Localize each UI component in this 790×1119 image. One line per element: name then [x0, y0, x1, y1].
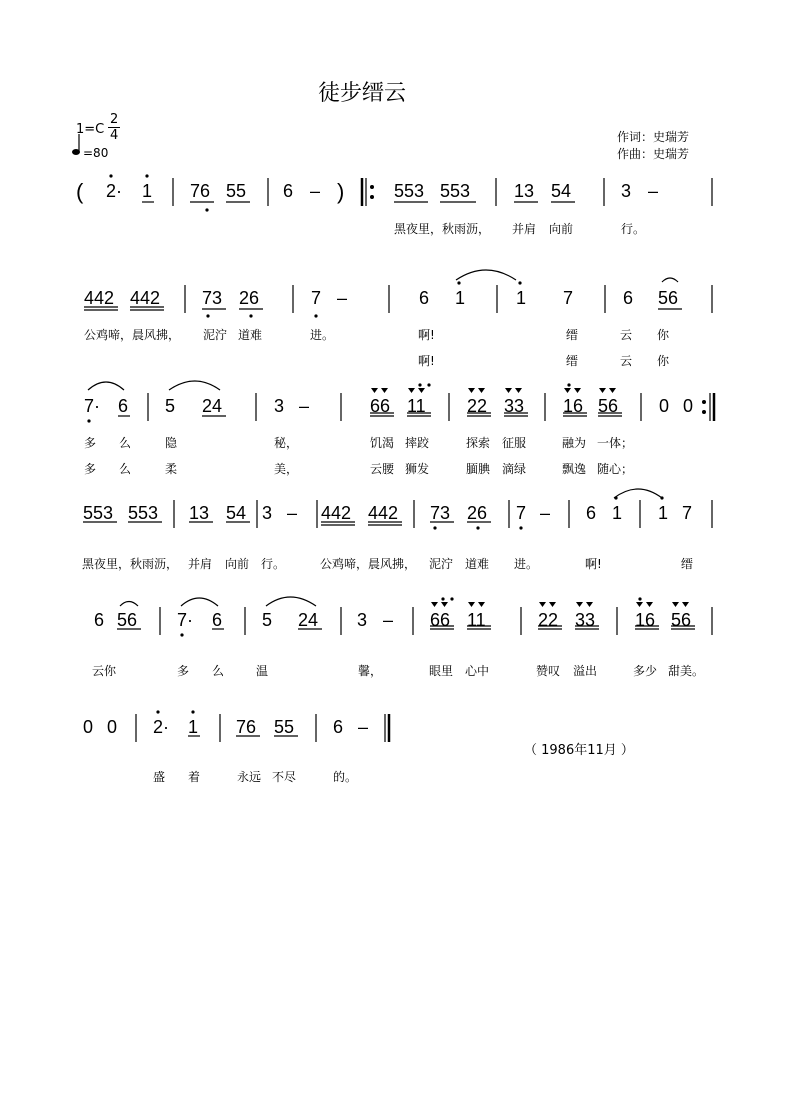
note: – — [310, 181, 321, 201]
score-title: 徒步缙云 — [318, 81, 407, 106]
note: 54 — [551, 181, 572, 201]
lyric: 探索 — [466, 436, 491, 450]
accent-mark — [478, 388, 485, 393]
note: 5 — [165, 396, 176, 416]
note: 3 — [262, 503, 273, 523]
slur — [662, 278, 678, 282]
octave-dot — [418, 383, 421, 386]
note: 73 — [202, 288, 223, 308]
note: 16 — [563, 396, 584, 416]
slur — [120, 602, 138, 607]
accent-mark — [599, 388, 606, 393]
octave-low-dot — [87, 419, 90, 422]
note: 3 — [274, 396, 285, 416]
lyric: 么 — [119, 462, 132, 476]
note: 56 — [658, 288, 679, 308]
note: – — [540, 503, 551, 523]
lyric: 狮发 — [405, 462, 430, 476]
octave-low-dot — [433, 526, 436, 529]
lyric: 馨， — [358, 664, 383, 678]
octave-dot — [614, 496, 617, 499]
octave-low-dot — [476, 526, 479, 529]
note: 5 — [262, 610, 273, 630]
note: 553 — [440, 181, 471, 201]
time-signature-bottom: 4 — [110, 128, 119, 143]
lyric: 多 — [177, 664, 190, 678]
note: 6 — [623, 288, 634, 308]
lyric: 行。 — [261, 557, 286, 571]
lyric: 征服 — [502, 436, 527, 450]
lyric: 道难 — [465, 557, 490, 571]
slur — [266, 597, 316, 606]
note: 66 — [430, 610, 451, 630]
note: 7 — [516, 503, 527, 523]
octave-dot — [145, 174, 148, 177]
lyric: 你 — [657, 328, 670, 342]
note: 56 — [598, 396, 619, 416]
accent-mark — [574, 388, 581, 393]
note: 0 — [659, 396, 670, 416]
lyric: 溢出 — [573, 664, 598, 678]
note: 56 — [671, 610, 692, 630]
lyric: 黑夜里，秋雨沥， — [82, 557, 179, 571]
lyric: 饥渴 — [370, 436, 395, 450]
note: 76 — [236, 717, 257, 737]
octave-low-dot — [314, 314, 317, 317]
note: 3 — [621, 181, 632, 201]
note: 1 — [142, 181, 153, 201]
octave-low-dot — [205, 208, 208, 211]
lyric: 着 — [188, 770, 201, 784]
lyric: 进。 — [514, 557, 539, 571]
note: 24 — [298, 610, 319, 630]
note: 55 — [226, 181, 247, 201]
note: 73 — [430, 503, 451, 523]
note: 6 — [283, 181, 294, 201]
accent-mark — [539, 602, 546, 607]
accent-mark — [672, 602, 679, 607]
lyric: 泥泞 — [429, 557, 454, 571]
lyric: 你 — [657, 354, 670, 368]
accent-mark — [431, 602, 438, 607]
note: – — [648, 181, 659, 201]
octave-dot — [518, 281, 521, 284]
lyric: 向前 — [225, 557, 250, 571]
accent-mark — [418, 388, 425, 393]
lyric: 滴绿 — [502, 462, 527, 476]
lyric: 隐 — [165, 436, 178, 450]
lyric: 赞叹 — [536, 664, 561, 678]
note: 0 — [83, 717, 94, 737]
note: 1 — [516, 288, 527, 308]
repeat-dot — [370, 185, 374, 189]
composition-date: （ 1986年11月 ） — [524, 743, 634, 758]
note: 1 — [188, 717, 199, 737]
note: 66 — [370, 396, 391, 416]
note: 24 — [202, 396, 223, 416]
lyric: 道难 — [238, 328, 263, 342]
lyric: 永远 — [237, 770, 262, 784]
octave-low-dot — [180, 633, 183, 636]
accent-mark — [478, 602, 485, 607]
lyric: 柔 — [165, 462, 178, 476]
lyric: 不尽 — [272, 770, 297, 784]
note: – — [383, 610, 394, 630]
note: 6 — [586, 503, 597, 523]
lyric: 摔跤 — [405, 436, 430, 450]
note: 7 — [311, 288, 322, 308]
lyric: 一体； — [597, 436, 634, 450]
lyric: 秘， — [274, 436, 299, 450]
accent-mark — [636, 602, 643, 607]
lyric: 的。 — [333, 770, 358, 784]
lyric: 啊! — [418, 354, 435, 368]
note: 442 — [130, 288, 161, 308]
note: 0 — [683, 396, 694, 416]
note: 3 — [357, 610, 368, 630]
octave-low-dot — [519, 526, 522, 529]
lyric: 啊! — [418, 328, 435, 342]
note: 22 — [538, 610, 559, 630]
note: 13 — [189, 503, 210, 523]
note: 0 — [107, 717, 118, 737]
composer-credit: 作曲：史瑞芳 — [617, 147, 690, 161]
slur — [88, 382, 124, 390]
lyric: 缙 — [566, 328, 579, 342]
repeat-dot — [702, 400, 706, 404]
note: 11 — [407, 396, 426, 416]
accent-mark — [371, 388, 378, 393]
lyric: 云你 — [92, 664, 117, 678]
octave-low-dot — [249, 314, 252, 317]
lyric: 缙 — [681, 557, 694, 571]
slur — [456, 270, 516, 280]
note: 7 — [563, 288, 574, 308]
note: ( — [76, 179, 84, 204]
accent-mark — [646, 602, 653, 607]
lyric: 向前 — [549, 222, 574, 236]
note: 33 — [504, 396, 525, 416]
note: 1 — [455, 288, 466, 308]
note: 33 — [575, 610, 596, 630]
note: 2· — [106, 181, 123, 201]
note: ) — [337, 179, 345, 204]
octave-dot — [567, 383, 570, 386]
lyric: 多 — [84, 462, 97, 476]
lyricist-credit: 作词：史瑞芳 — [617, 130, 690, 144]
accent-mark — [549, 602, 556, 607]
lyric: 腼腆 — [466, 462, 491, 476]
note: – — [299, 396, 310, 416]
lyric: 心中 — [465, 664, 490, 678]
octave-dot — [156, 710, 159, 713]
octave-dot — [450, 597, 453, 600]
note: 6 — [333, 717, 344, 737]
accent-mark — [564, 388, 571, 393]
lyric: 飘逸 — [562, 462, 587, 476]
accent-mark — [586, 602, 593, 607]
accent-mark — [505, 388, 512, 393]
lyric: 盛 — [153, 770, 166, 784]
note: 22 — [467, 396, 488, 416]
note: 11 — [467, 610, 486, 630]
lyric: 多 — [84, 436, 97, 450]
lyric: 啊! — [585, 557, 602, 571]
note: 6 — [94, 610, 105, 630]
note: 6 — [118, 396, 129, 416]
accent-mark — [682, 602, 689, 607]
note: 553 — [394, 181, 425, 201]
slur — [614, 489, 662, 498]
slur — [181, 598, 218, 606]
slur — [169, 381, 220, 390]
note: 7 — [682, 503, 693, 523]
note: 553 — [128, 503, 159, 523]
note: 13 — [514, 181, 535, 201]
repeat-dot — [702, 410, 706, 414]
note: 1 — [658, 503, 669, 523]
note: 55 — [274, 717, 295, 737]
accent-mark — [515, 388, 522, 393]
octave-dot — [660, 496, 663, 499]
lyric: 公鸡啼，晨风拂， — [84, 328, 181, 342]
note: 7· — [84, 396, 101, 416]
note: 442 — [368, 503, 399, 523]
lyric: 进。 — [310, 328, 335, 342]
lyric: 眼里 — [429, 664, 454, 678]
lyric: 云 — [620, 328, 633, 342]
accent-mark — [576, 602, 583, 607]
note: 26 — [467, 503, 488, 523]
octave-dot — [638, 597, 641, 600]
lyric: 融为 — [562, 436, 587, 450]
lyric: 泥泞 — [203, 328, 228, 342]
note: 442 — [321, 503, 352, 523]
octave-dot — [441, 597, 444, 600]
note: 2· — [153, 717, 170, 737]
accent-mark — [381, 388, 388, 393]
repeat-dot — [370, 195, 374, 199]
note: – — [287, 503, 298, 523]
note: 7· — [177, 610, 194, 630]
lyric: 云 — [620, 354, 633, 368]
note: – — [358, 717, 369, 737]
accent-mark — [468, 602, 475, 607]
key-signature: 1=C — [76, 122, 105, 137]
note: 442 — [84, 288, 115, 308]
accent-mark — [441, 602, 448, 607]
octave-low-dot — [206, 314, 209, 317]
note: 76 — [190, 181, 211, 201]
note: 16 — [635, 610, 656, 630]
note: 6 — [419, 288, 430, 308]
lyric: 美， — [274, 462, 299, 476]
accent-mark — [408, 388, 415, 393]
lyric: 么 — [212, 664, 225, 678]
lyric: 云腰 — [370, 462, 395, 476]
lyric: 黑夜里，秋雨沥， — [394, 222, 491, 236]
note: 6 — [212, 610, 223, 630]
lyric: 甜美。 — [668, 664, 705, 678]
octave-dot — [457, 281, 460, 284]
note: 1 — [612, 503, 623, 523]
octave-dot — [109, 174, 112, 177]
lyric: 并肩 — [512, 222, 537, 236]
time-signature-top: 2 — [110, 112, 119, 127]
lyric: 么 — [119, 436, 132, 450]
octave-dot — [191, 710, 194, 713]
accent-mark — [609, 388, 616, 393]
note: – — [337, 288, 348, 308]
lyric: 随心； — [597, 462, 634, 476]
lyric: 公鸡啼，晨风拂， — [320, 557, 417, 571]
note: 553 — [83, 503, 114, 523]
note: 26 — [239, 288, 260, 308]
octave-dot — [427, 383, 430, 386]
lyric: 多少 — [633, 664, 658, 678]
lyric: 缙 — [566, 354, 579, 368]
lyric: 行。 — [621, 222, 646, 236]
lyric: 并肩 — [188, 557, 213, 571]
accent-mark — [468, 388, 475, 393]
tempo-marking: =80 — [83, 146, 109, 160]
note: 56 — [117, 610, 138, 630]
lyric: 温 — [256, 664, 269, 678]
note: 54 — [226, 503, 247, 523]
